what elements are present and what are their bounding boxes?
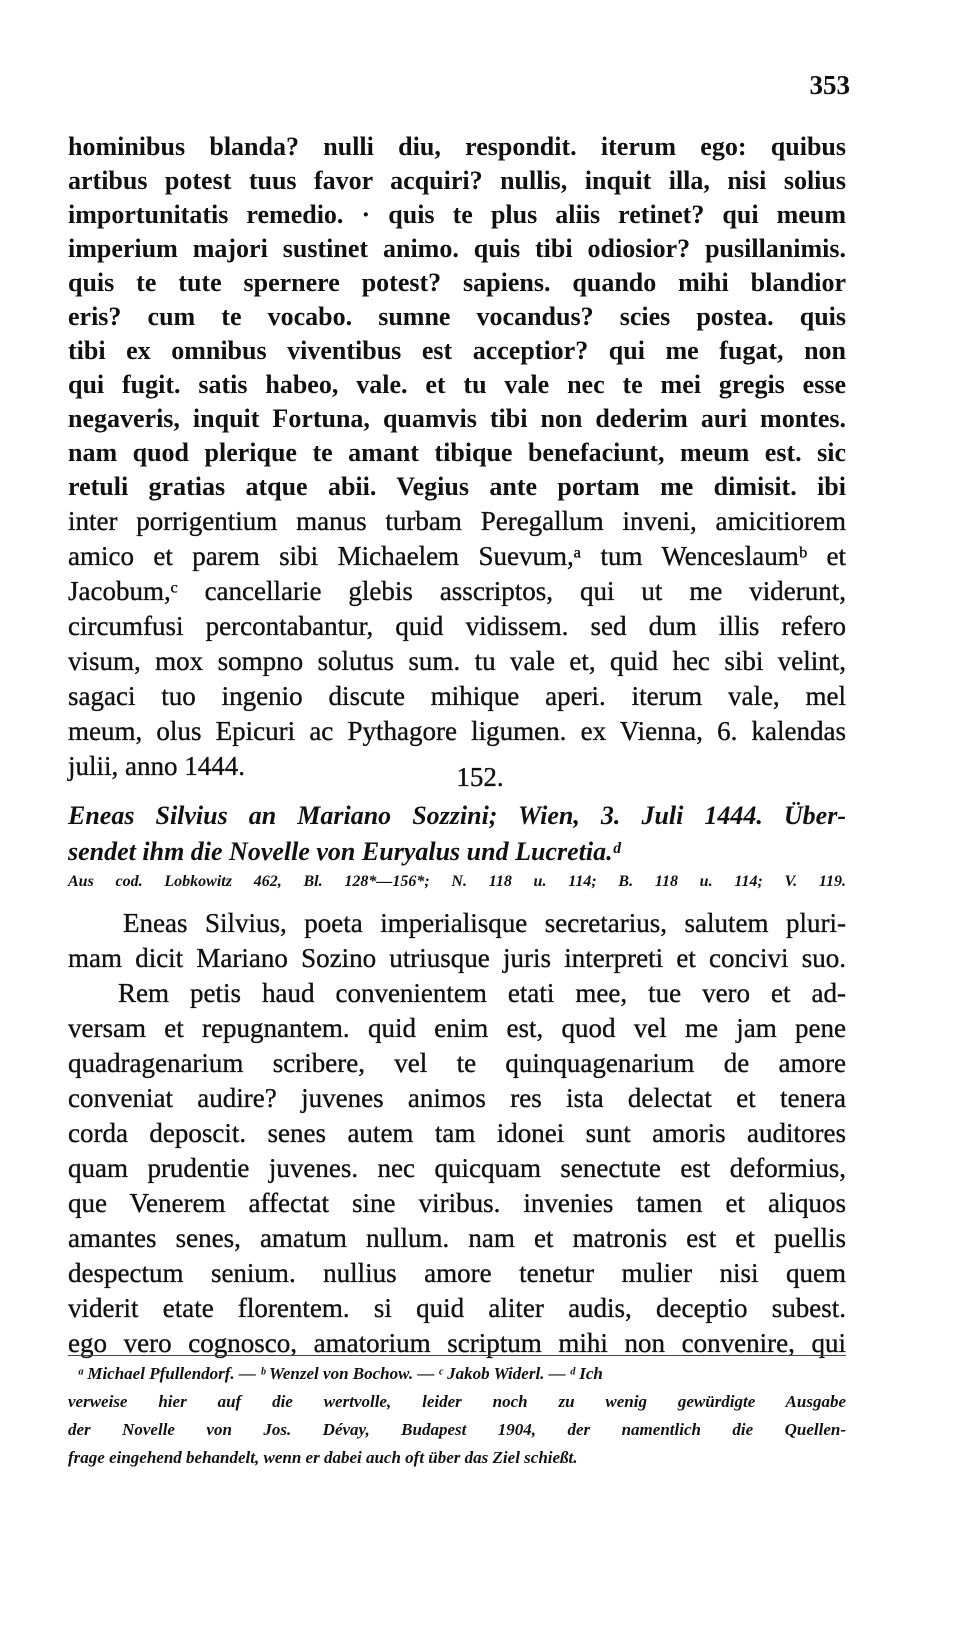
text-line: quadragenarium scribere, vel te quinquagenarium de amore	[68, 1048, 846, 1078]
heading-line: sendet ihm die Novelle von Euryalus und Lucretia.ᵈ	[68, 837, 621, 866]
footnote-line: der Novelle von Jos. Dévay, Budapest 1904, der namentlich die Quellen-	[68, 1420, 846, 1439]
text-line: amico et parem sibi Michaelem Suevum,ᵃ tum Wenceslaumᵇ et	[68, 541, 846, 571]
text-line: qui fugit. satis habeo, vale. et tu vale nec te mei gregis esse	[68, 370, 846, 399]
text-line: viderit etate florentem. si quid aliter audis, deceptio subest.	[68, 1293, 846, 1323]
text-line: artibus potest tuus favor acquiri? nullis, inquit illa, nisi solius	[68, 166, 846, 195]
footnote-line: verweise hier auf die wertvolle, leider noch zu wenig gewürdigte Ausgabe	[68, 1392, 846, 1411]
text-line: inter porrigentium manus turbam Peregallum inveni, amicitiorem	[68, 506, 846, 536]
footnotes	[68, 1360, 846, 1472]
letter-text-continued	[68, 130, 846, 504]
text-line: sagaci tuo ingenio discute mihique aperi. iterum vale, mel	[68, 681, 846, 711]
manuscript-source: Aus cod. Lobkowitz 462, Bl. 128*—156*; N. 118 u. 114; B. 118 u. 114; V. 119.	[68, 873, 846, 890]
text-line: amantes senes, amatum nullum. nam et matronis est et puellis	[68, 1223, 846, 1253]
text-line: circumfusi percontabantur, quid vidissem. sed dum illis refero	[68, 611, 846, 641]
text-line: retuli gratias atque abii. Vegius ante portam me dimisit. ibi	[68, 472, 846, 501]
letter-heading	[68, 798, 846, 870]
text-line: Jacobum,ᶜ cancellarie glebis asscriptos, qui ut me viderunt,	[68, 576, 846, 606]
text-line: meum, olus Epicuri ac Pythagore ligumen. ex Vienna, 6. kalendas	[68, 716, 846, 746]
text-line: importunitatis remedio. · quis te plus aliis retinet? qui meum	[68, 200, 846, 229]
footnote-line: ᵃ Michael Pfullendorf. — ᵇ Wenzel von Bochow. — ᶜ Jakob Widerl. — ᵈ Ich	[78, 1364, 603, 1383]
text-line: quis te tute spernere potest? sapiens. quando mihi blandior	[68, 268, 846, 297]
text-line: julii, anno 1444.	[68, 751, 245, 781]
text-line: despectum senium. nullius amore tenetur mulier nisi quem	[68, 1258, 846, 1288]
page-number: 353	[809, 70, 850, 100]
footnote-line: frage eingehend behandelt, wenn er dabei auch oft über das Ziel schießt.	[68, 1448, 578, 1467]
text-line: imperium majori sustinet animo. quis tibi odiosior? pusillanimis.	[68, 234, 846, 263]
text-line: Eneas Silvius, poeta imperialisque secretarius, salutem pluri-	[123, 908, 846, 938]
text-line: Rem petis haud convenientem etati mee, tue vero et ad-	[118, 978, 846, 1008]
text-line: ego vero cognosco, amatorium scriptum mihi non convenire, qui	[68, 1328, 846, 1358]
text-line: quam prudentie juvenes. nec quicquam senectute est deformius,	[68, 1153, 846, 1183]
text-line: corda deposcit. senes autem tam idonei sunt amoris auditores	[68, 1118, 846, 1148]
text-line: que Venerem affectat sine viribus. invenies tamen et aliquos	[68, 1188, 846, 1218]
text-line: mam dicit Mariano Sozino utriusque juris interpreti et concivi suo.	[68, 943, 846, 973]
heading-line: Eneas Silvius an Mariano Sozzini; Wien, 3. Juli 1444. Über-	[68, 801, 846, 830]
text-line: eris? cum te vocabo. sumne vocandus? scies postea. quis	[68, 302, 846, 331]
text-line: tibi ex omnibus viventibus est acceptior? qui me fugat, non	[68, 336, 846, 365]
text-line: nam quod plerique te amant tibique benefaciunt, meum est. sic	[68, 438, 846, 467]
text-line: hominibus blanda? nulli diu, respondit. iterum ego: quibus	[68, 132, 846, 161]
text-line: versam et repugnantem. quid enim est, quod vel me jam pene	[68, 1013, 846, 1043]
footnote-divider	[68, 1355, 846, 1356]
text-line: negaveris, inquit Fortuna, quamvis tibi non dederim auri montes.	[68, 404, 846, 433]
text-line: conveniat audire? juvenes animos res ista delectat et tenera	[68, 1083, 846, 1113]
letter-text-continued-2	[68, 504, 846, 784]
text-line: visum, mox sompno solutus sum. tu vale et, quid hec sibi velint,	[68, 646, 846, 676]
letter-152-text	[68, 906, 846, 1361]
letter-number: 152.	[456, 762, 504, 792]
